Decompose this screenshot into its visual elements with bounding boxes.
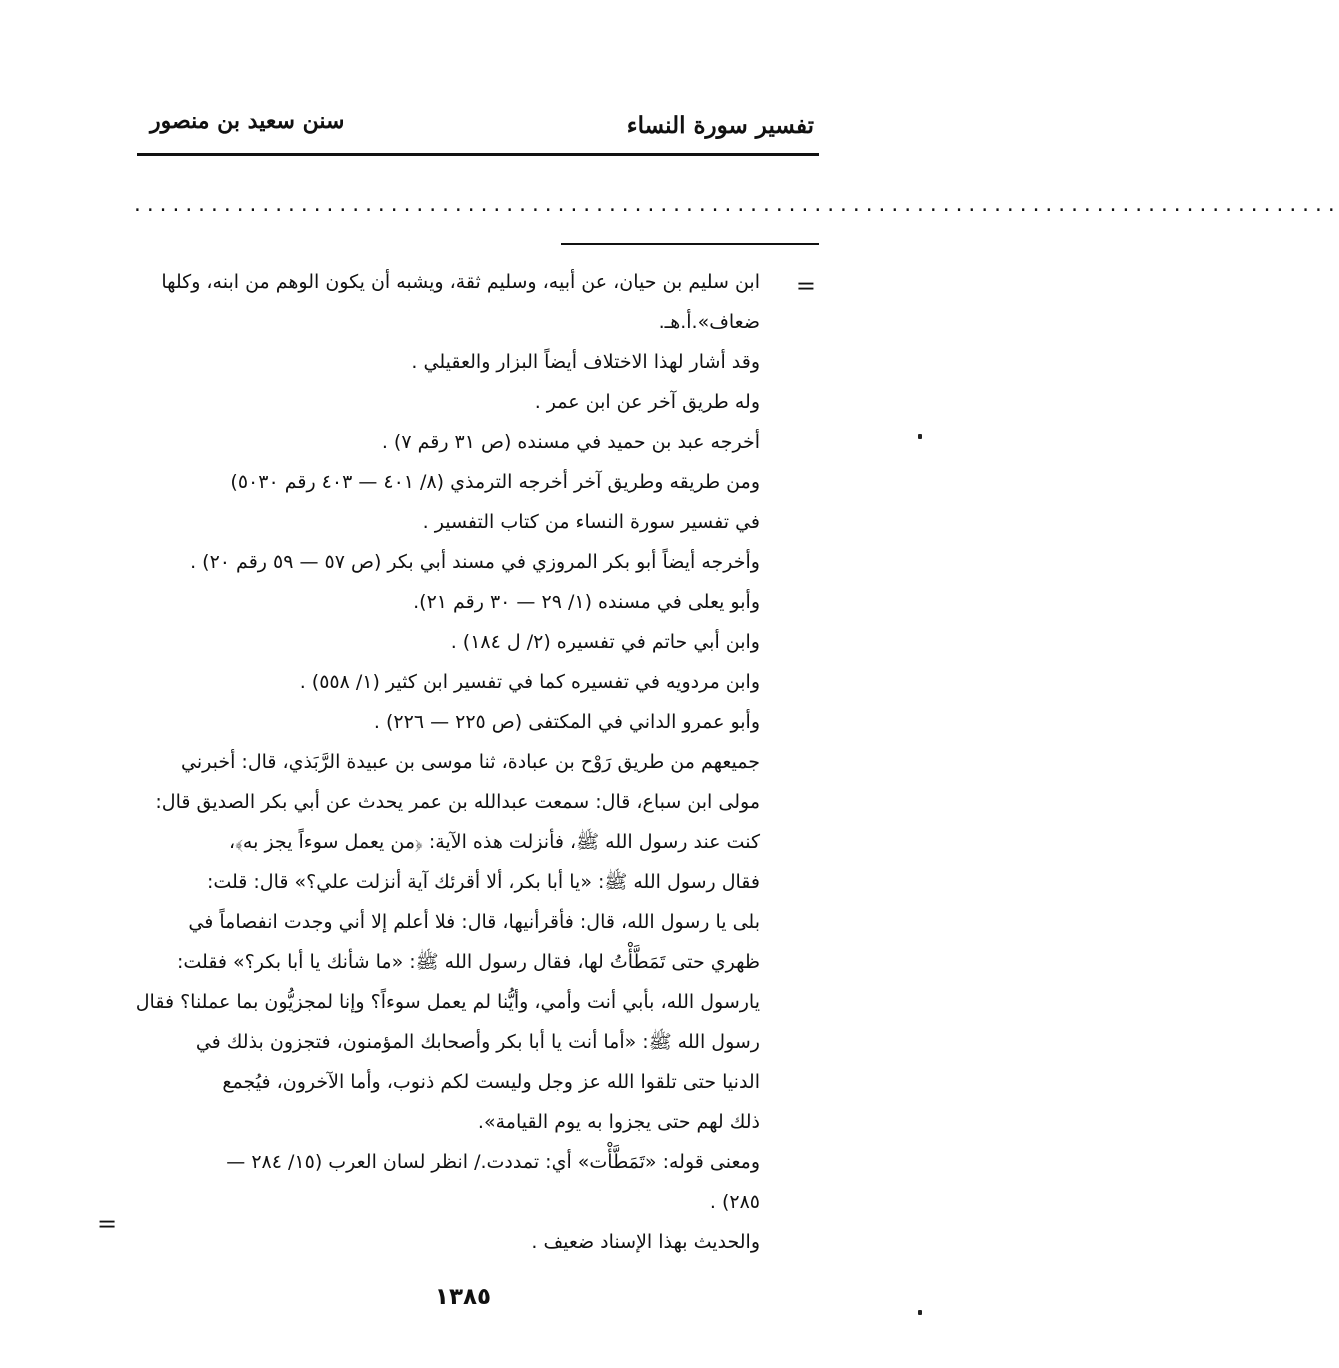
text-line: وله طريق آخر عن ابن عمر . [534,391,760,413]
text-line: ظهري حتى تَمَطَّأْتُ لها، فقال رسول الله ﷺ: «ما شأنك يا أبا بكر؟» فقلت: [176,951,760,973]
text-line: مولى ابن سباع، قال: سمعت عبدالله بن عمر يحدث عن أبي بكر الصديق قال: [155,791,760,813]
text-line: الدنيا حتى تلقوا الله عز وجل وليست لكم ذنوب، وأما الآخرون، فيُجمع [222,1071,760,1093]
continuation-mark-bottom: = [97,1210,118,1238]
text-line: بلى يا رسول الله، قال: فأقرأنيها، قال: فلا أعلم إلا أني وجدت انفصاماً في [188,911,760,933]
text-line: والحديث بهذا الإسناد ضعيف . [531,1231,760,1253]
scan-speck [918,1310,922,1315]
text-line: وابن أبي حاتم في تفسيره (٢/ ل ١٨٤) . [450,631,760,653]
text-line: أخرجه عبد بن حميد في مسنده (ص ٣١ رقم ٧) . [381,431,760,453]
text-line: كنت عند رسول الله ﷺ، فأنزلت هذه الآية: ﴿من يعمل سوءاً يجز به﴾، [228,831,760,853]
text-line: يارسول الله، بأبي أنت وأمي، وأيُّنا لم يعمل سوءاً؟ وإنا لمجزيُّون بما عملنا؟ فقال [135,991,760,1013]
text-line: فقال رسول الله ﷺ: «يا أبا بكر، ألا أقرئك آية أنزلت علي؟» قال: قلت: [206,871,760,893]
text-line: ضعاف».أ.هـ. [658,311,760,333]
text-line: وأبو يعلى في مسنده (١/ ٢٩ — ٣٠ رقم ٢١). [413,591,760,613]
text-line: في تفسير سورة النساء من كتاب التفسير . [422,511,760,533]
text-line: وأخرجه أيضاً أبو بكر المروزي في مسند أبي بكر (ص ٥٧ — ٥٩ رقم ٢٠) . [190,551,760,573]
text-line: وقد أشار لهذا الاختلاف أيضاً البزار والعقيلي . [411,351,760,373]
footnote-text [120,262,760,1262]
footnote-rule [561,243,819,245]
text-line: وابن مردويه في تفسيره كما في تفسير ابن كثير (١/ ٥٥٨) . [299,671,760,693]
text-line: رسول الله ﷺ: «أما أنت يا أبا بكر وأصحابك المؤمنون، فتجزون بذلك في [195,1031,760,1053]
text-line: ذلك لهم حتى يجزوا به يوم القيامة». [477,1111,760,1133]
page-number: ١٣٨٥ [434,1284,492,1310]
dotted-separator: .............................................................................................. [132,195,1339,216]
running-header-book: سنن سعيد بن منصور [150,108,345,134]
text-line: وأبو عمرو الداني في المكتفى (ص ٢٢٥ — ٢٢٦) . [373,711,760,733]
scan-speck [918,434,922,439]
text-line: جميعهم من طريق رَوْح بن عبادة، ثنا موسى بن عبيدة الرَّبَذي، قال: أخبرني [181,751,760,773]
text-line: ومعنى قوله: «تَمَطَّأْت» أي: تمددت./ انظر لسان العرب (١٥/ ٢٨٤ — [226,1151,760,1173]
text-line: ابن سليم بن حيان، عن أبيه، وسليم ثقة، ويشبه أن يكون الوهم من ابنه، وكلها [161,271,760,293]
text-line: ومن طريقه وطريق آخر أخرجه الترمذي (٨/ ٤٠١ — ٤٠٣ رقم ٥٠٣٠) [230,471,760,493]
text-line: ٢٨٥) . [709,1191,760,1213]
header-rule [137,153,819,156]
continuation-mark-top: = [795,272,816,300]
running-header-chapter: تفسير سورة النساء [626,112,814,139]
